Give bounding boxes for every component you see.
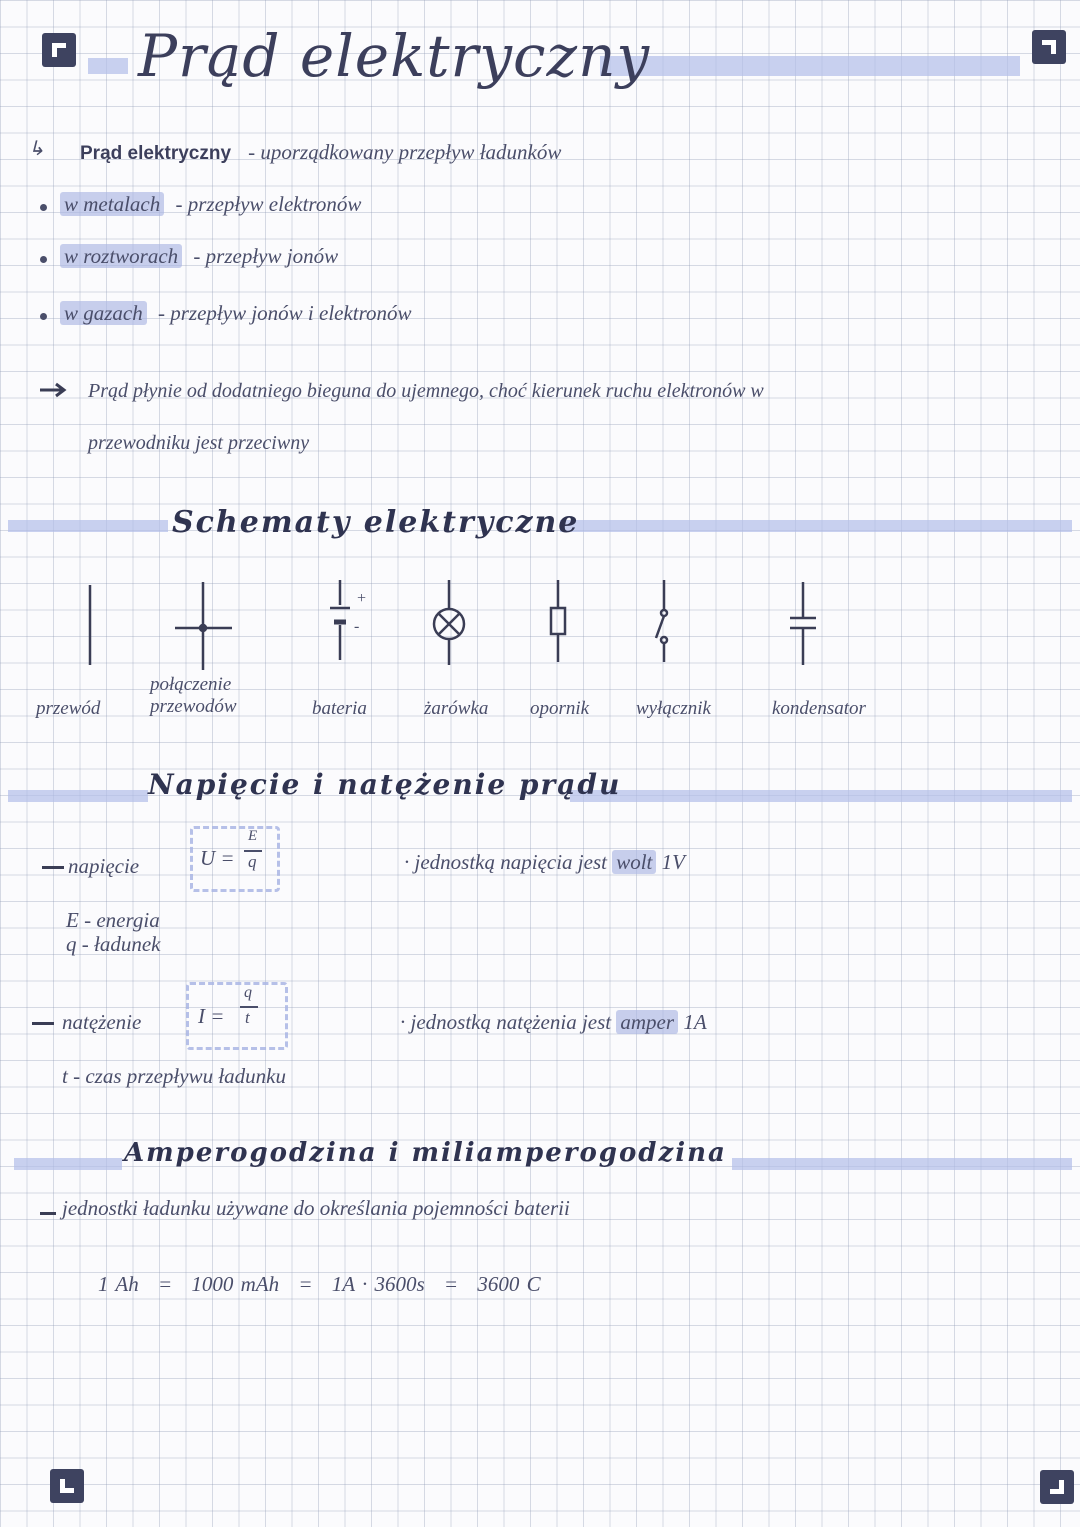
section-band (14, 1158, 122, 1170)
symbol-label-przewod: przewód (36, 698, 101, 719)
equals-sign: = (298, 1272, 313, 1296)
current-label: natężenie (62, 1010, 142, 1034)
corner-mark-bottom-left (50, 1469, 84, 1503)
battery-minus-sign: - (354, 618, 360, 635)
battery-plus-sign: + (356, 590, 367, 607)
dash-icon (40, 1212, 56, 1215)
ah-term: 1 Ah (98, 1272, 139, 1296)
corner-mark-top-left (42, 33, 76, 67)
media-item (60, 192, 361, 217)
voltage-formula-numerator: E (248, 828, 258, 844)
arrow-right-icon (38, 380, 70, 400)
media-description: - przepływ elektronów (175, 192, 362, 216)
title-highlight-band (600, 56, 1020, 76)
section-band (570, 790, 1072, 802)
bulb-symbol (434, 580, 464, 665)
voltage-formula-lhs: U = (200, 846, 235, 870)
capacitor-symbol (790, 582, 816, 665)
section-band (560, 520, 1072, 532)
section-band (8, 790, 148, 802)
corner-mark-top-right (1032, 30, 1066, 64)
symbol-label-line: przewodów (150, 696, 237, 717)
direction-note-line2: przewodniku jest przeciwny (88, 432, 310, 454)
symbol-label-wylacznik: wyłącznik (636, 698, 711, 719)
media-description: - przepływ jonów i elektronów (158, 301, 412, 325)
voltage-formula-denominator: q (248, 852, 257, 871)
definition-text: - uporządkowany przepływ ładunków (248, 140, 562, 164)
current-formula-numerator: q (244, 984, 252, 1001)
media-name: w roztworach (60, 244, 182, 268)
voltage-legend-charge: q - ładunek (66, 932, 161, 956)
wire-junction-symbol (175, 582, 232, 670)
corner-bracket-icon (49, 40, 69, 60)
voltage-legend-energy: E - energia (66, 908, 160, 932)
media-name: w gazach (60, 301, 147, 325)
symbol-label-bateria: bateria (312, 698, 367, 719)
media-item (60, 301, 412, 326)
voltage-label: napięcie (68, 854, 140, 878)
ah-note: jednostki ładunku używane do określania pojemności baterii (62, 1196, 570, 1220)
equals-sign: = (157, 1272, 173, 1296)
media-name: w metalach (60, 192, 164, 216)
current-unit-note (400, 1010, 707, 1035)
bullet-icon (40, 256, 47, 263)
coulomb-term: 3600 C (477, 1272, 541, 1296)
arrow-icon: ↳ (28, 138, 45, 160)
dash-icon (42, 866, 64, 869)
section-heading-amperogodzina: Amperogodzina i miliamperogodzina (124, 1138, 727, 1168)
symbol-label-polaczenie (150, 674, 237, 718)
voltage-unit-note (404, 850, 685, 875)
mah-term: 1000 mAh (191, 1272, 280, 1296)
current-unit-prefix: jednostką natężenia jest (410, 1010, 612, 1034)
bullet-icon (40, 204, 47, 211)
ampere-seconds-term: 1A · 3600s (331, 1272, 425, 1296)
dash-icon (32, 1022, 54, 1025)
resistor-symbol (551, 580, 565, 662)
title-highlight-band (88, 58, 128, 74)
bullet-dot: · (400, 1010, 406, 1034)
section-heading-schematy: Schematy elektryczne (172, 505, 580, 540)
direction-note-line1: Prąd płynie od dodatniego bieguna do ujemnego, choć kierunek ruchu elektronów w (88, 380, 764, 402)
schematic-symbols (0, 570, 1080, 690)
current-legend-time: t - czas przepływu ładunku (62, 1064, 286, 1088)
voltage-unit-name: wolt (612, 850, 656, 874)
symbol-label-zarowka: żarówka (424, 698, 489, 719)
ah-equation (98, 1272, 541, 1297)
current-unit-symbol: 1A (683, 1010, 707, 1034)
page-title: Prąd elektryczny (138, 22, 651, 90)
current-formula-lhs: I = (198, 1004, 225, 1028)
section-heading-napiecie: Napięcie i natężenie prądu (148, 768, 622, 801)
current-formula-denominator: t (245, 1008, 250, 1027)
definition-line (80, 140, 561, 165)
symbol-label-line: połączenie (150, 674, 232, 695)
corner-bracket-icon (57, 1476, 77, 1496)
corner-mark-bottom-right (1040, 1470, 1074, 1504)
equals-sign: = (443, 1272, 459, 1296)
switch-symbol (656, 580, 667, 662)
current-unit-name: amper (616, 1010, 678, 1034)
bullet-icon (40, 313, 47, 320)
symbol-label-kondensator: kondensator (772, 698, 866, 719)
voltage-unit-symbol: 1V (661, 850, 685, 874)
media-description: - przepływ jonów (193, 244, 339, 268)
section-band (8, 520, 168, 532)
voltage-unit-prefix: jednostką napięcia jest (414, 850, 607, 874)
media-item (60, 244, 338, 269)
definition-term: Prąd elektryczny (80, 143, 232, 164)
battery-symbol (330, 580, 350, 660)
corner-bracket-icon (1039, 37, 1059, 57)
corner-bracket-icon (1047, 1477, 1067, 1497)
symbol-label-opornik: opornik (530, 698, 590, 719)
section-band (732, 1158, 1072, 1170)
bullet-dot: · (404, 850, 410, 874)
